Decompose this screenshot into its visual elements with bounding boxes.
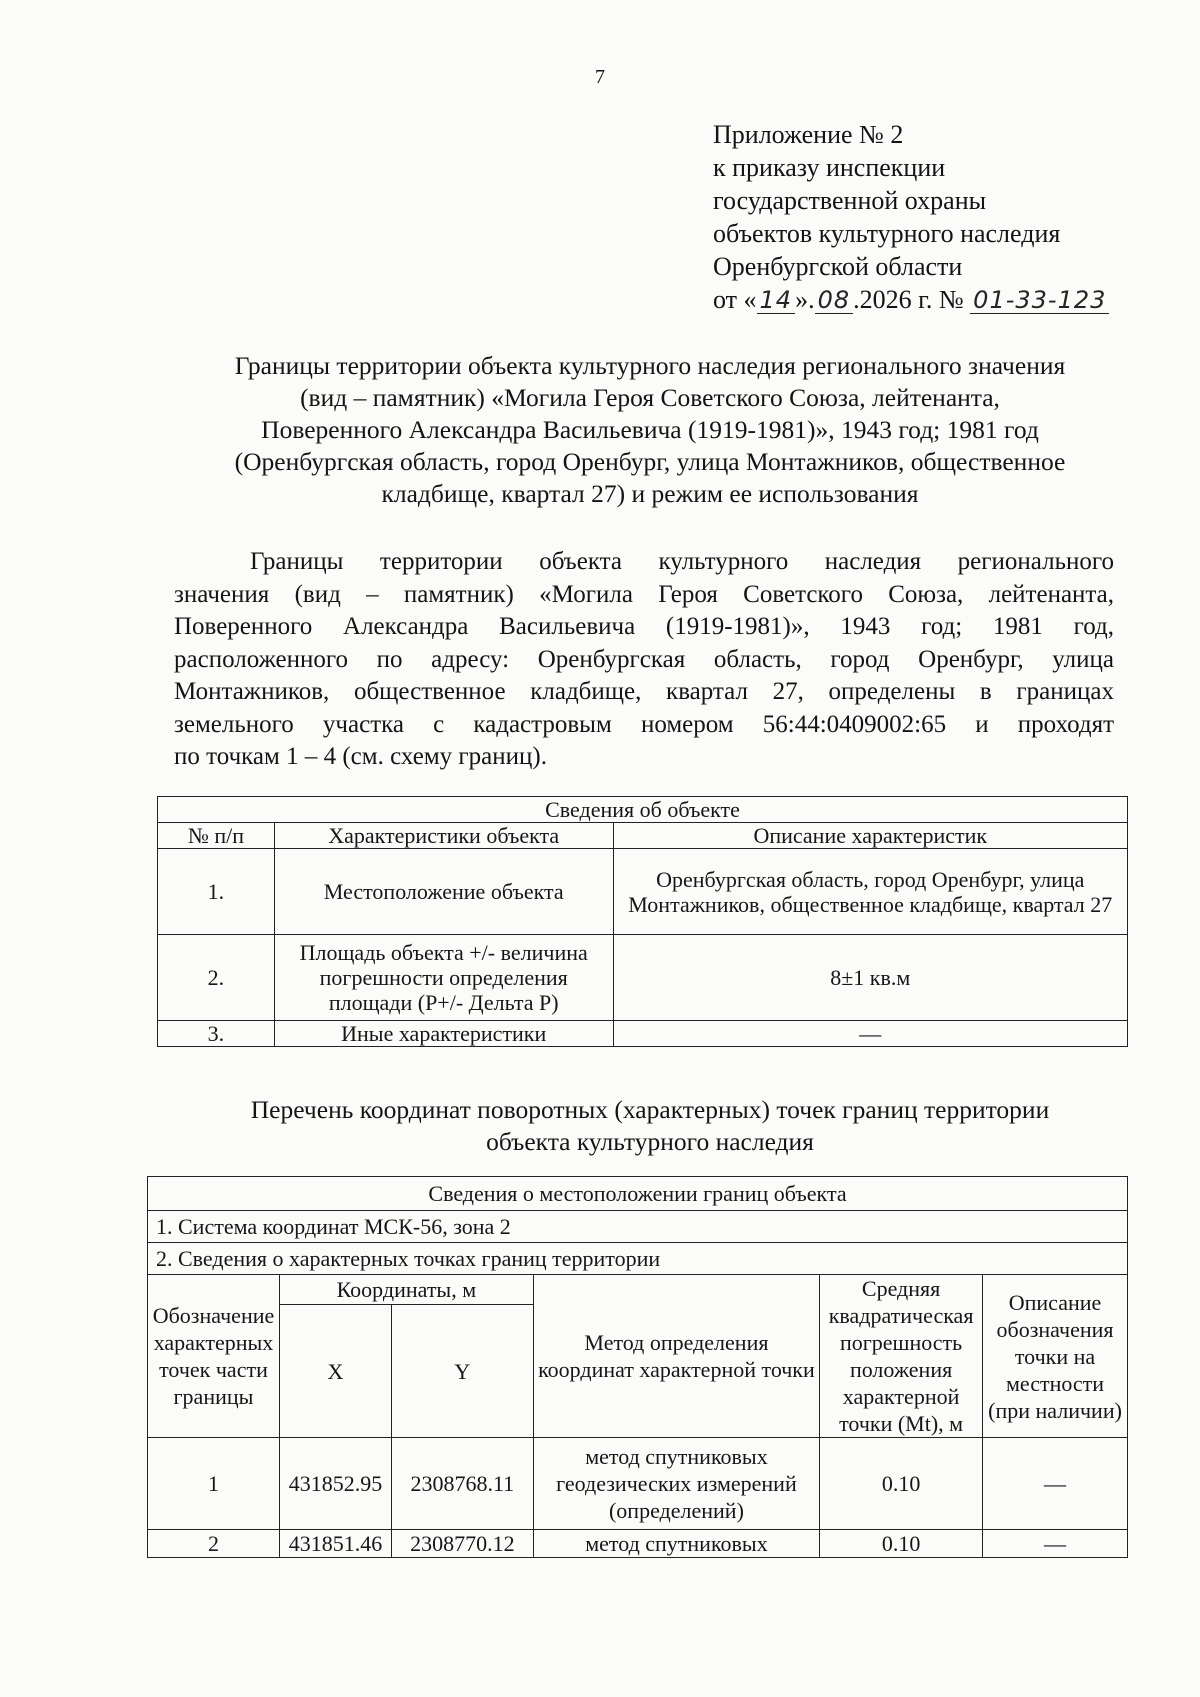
- date-year: .2026 г. №: [853, 285, 964, 314]
- coordinates-list-title: [170, 1094, 1130, 1158]
- coord-y: 2308770.12: [391, 1530, 533, 1558]
- row-characteristic: Площадь объекта +/- величина погрешности определения площади (Р+/- Дельта Р): [274, 935, 613, 1021]
- paragraph-line: Поверенного Александра Васильевича (1919-1981)», 1943 год; 1981 год,: [174, 613, 1114, 640]
- appendix-line: объектов культурного наследия: [713, 219, 1061, 248]
- coordinate-system: 1. Система координат МСК-56, зона 2: [148, 1211, 1128, 1243]
- appendix-date-line: [713, 283, 1109, 316]
- row-description: —: [613, 1021, 1127, 1047]
- title-line: Поверенного Александра Васильевича (1919-1981)», 1943 год; 1981 год: [261, 415, 1039, 444]
- row-number: 1.: [158, 849, 275, 935]
- row-characteristic: Иные характеристики: [274, 1021, 613, 1047]
- table-caption: Сведения об объекте: [158, 797, 1128, 823]
- column-header: Характеристики объекта: [274, 823, 613, 849]
- row-number: 3.: [158, 1021, 275, 1047]
- point-description: —: [983, 1530, 1128, 1558]
- paragraph-line: Монтажников, общественное кладбище, квартал 27, определены в границах: [174, 678, 1114, 705]
- appendix-line: Приложение № 2: [713, 120, 904, 149]
- paragraph-line: Границы территории объекта культурного наследия регионального: [250, 548, 1114, 575]
- title-line: кладбище, квартал 27) и режим ее использования: [381, 479, 919, 508]
- column-header: Метод определения координат характерной точки: [533, 1275, 819, 1438]
- error: 0.10: [820, 1530, 983, 1558]
- column-header: Координаты, м: [279, 1275, 533, 1305]
- method: метод спутниковых геодезических измерений (определений): [533, 1438, 819, 1530]
- coord-x: 431852.95: [279, 1438, 391, 1530]
- handwritten-day: 14: [757, 287, 796, 314]
- table-row: [158, 849, 1128, 935]
- page-number: 7: [595, 66, 605, 88]
- coord-x: 431851.46: [279, 1530, 391, 1558]
- list-title-line: Перечень координат поворотных (характерных) точек границ территории: [250, 1095, 1050, 1124]
- document-title: [170, 350, 1130, 510]
- table-caption: Сведения о местоположении границ объекта: [148, 1177, 1128, 1211]
- column-header: Средняя квадратическая погрешность положения характерной точки (Mt), м: [820, 1275, 983, 1438]
- title-line: (Оренбургская область, город Оренбург, улица Монтажников, общественное: [234, 447, 1066, 476]
- point-id: 1: [148, 1438, 280, 1530]
- date-prefix: от «: [713, 285, 757, 314]
- appendix-line: к приказу инспекции: [713, 153, 946, 182]
- table-row: [158, 935, 1128, 1021]
- table-row: [148, 1530, 1128, 1558]
- error: 0.10: [820, 1438, 983, 1530]
- row-characteristic: Местоположение объекта: [274, 849, 613, 935]
- column-header: № п/п: [158, 823, 275, 849]
- table-row: [158, 1021, 1128, 1047]
- appendix-block: [713, 118, 1109, 316]
- coordinates-table: [147, 1176, 1128, 1558]
- handwritten-month: 08: [815, 287, 854, 314]
- row-description: Оренбургская область, город Оренбург, улица Монтажников, общественное кладбище, квартал 27: [613, 849, 1127, 935]
- column-header: Y: [391, 1305, 533, 1438]
- paragraph-line: значения (вид – памятник) «Могила Героя Советского Союза, лейтенанта,: [174, 580, 1114, 608]
- appendix-line: государственной охраны: [713, 186, 987, 215]
- title-line: (вид – памятник) «Могила Героя Советского Союза, лейтенанта,: [300, 383, 1000, 412]
- method: метод спутниковых: [533, 1530, 819, 1558]
- appendix-line: Оренбургской области: [713, 252, 963, 281]
- column-header: Описание характеристик: [613, 823, 1127, 849]
- column-header: Описание обозначения точки на местности (при наличии): [983, 1275, 1128, 1438]
- paragraph-line: по точкам 1 – 4 (см. схему границ).: [174, 743, 547, 770]
- paragraph-line: расположенного по адресу: Оренбургская область, город Оренбург, улица: [174, 645, 1114, 673]
- coord-y: 2308768.11: [391, 1438, 533, 1530]
- object-info-table: [157, 796, 1128, 1047]
- list-title-line: объекта культурного наследия: [486, 1127, 814, 1156]
- body-paragraph: [174, 546, 1114, 774]
- row-number: 2.: [158, 935, 275, 1021]
- row-description: 8±1 кв.м: [613, 935, 1127, 1021]
- date-mid: ».: [795, 285, 815, 314]
- point-id: 2: [148, 1530, 280, 1558]
- title-line: Границы территории объекта культурного наследия регионального значения: [234, 351, 1066, 380]
- handwritten-order-number: 01-33-123: [970, 287, 1109, 314]
- column-header: Обозначение характерных точек части границы: [148, 1275, 280, 1438]
- table-row: [148, 1438, 1128, 1530]
- paragraph-line: земельного участка с кадастровым номером 56:44:0409002:65 и проходят: [174, 710, 1114, 738]
- section-heading: 2. Сведения о характерных точках границ территории: [148, 1243, 1128, 1275]
- column-header: X: [279, 1305, 391, 1438]
- point-description: —: [983, 1438, 1128, 1530]
